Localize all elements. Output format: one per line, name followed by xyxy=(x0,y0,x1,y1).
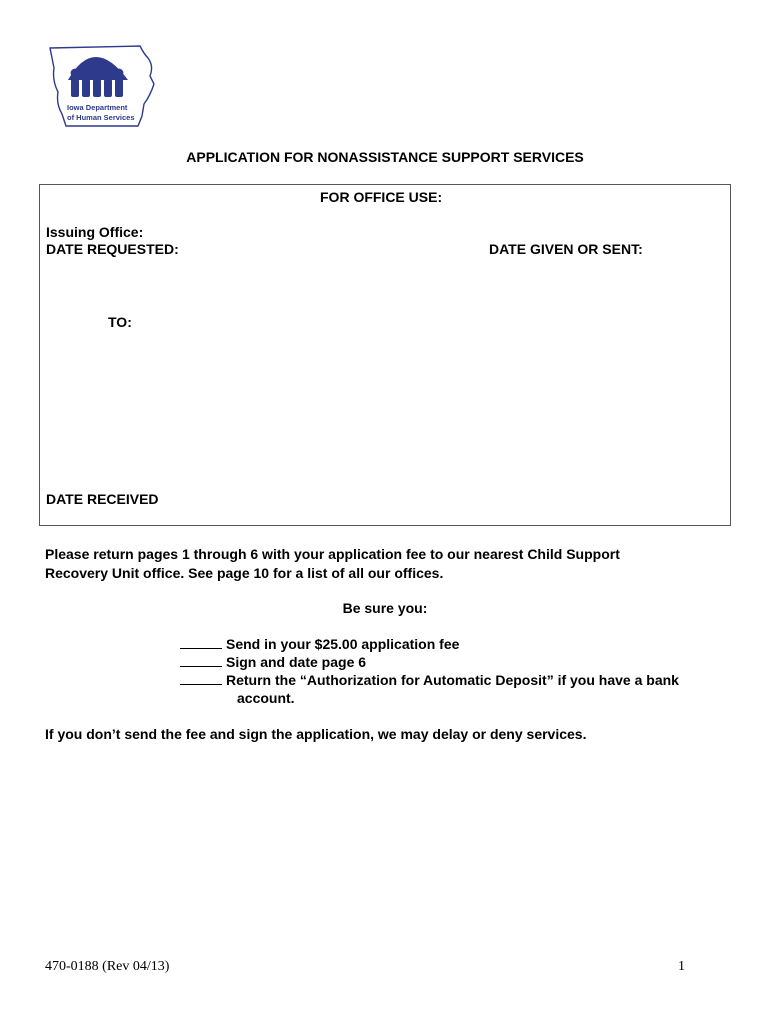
checklist xyxy=(180,635,679,707)
date-received-label: DATE RECEIVED xyxy=(46,491,159,507)
return-instructions xyxy=(45,545,620,583)
return-instructions-line2: Recovery Unit office. See page 10 for a list of all our offices. xyxy=(45,565,444,581)
date-requested-label: DATE REQUESTED: xyxy=(46,241,179,257)
checklist-text: Send in your $25.00 application fee xyxy=(226,636,460,652)
checklist-item-deposit xyxy=(180,671,679,689)
return-instructions-line1: Please return pages 1 through 6 with your application fee to our nearest Child Support xyxy=(45,546,620,562)
agency-name xyxy=(67,103,135,123)
checklist-blank xyxy=(180,653,222,667)
to-label: TO: xyxy=(108,314,132,330)
checklist-item-sign xyxy=(180,653,679,671)
checklist-item-fee xyxy=(180,635,679,653)
checklist-text: Return the “Authorization for Automatic Deposit” if you have a bank xyxy=(226,672,679,688)
checklist-text: Sign and date page 6 xyxy=(226,654,367,670)
be-sure-heading: Be sure you: xyxy=(342,600,428,616)
date-given-label: DATE GIVEN OR SENT: xyxy=(489,241,643,257)
form-number: 470-0188 (Rev 04/13) xyxy=(45,959,170,974)
checklist-blank xyxy=(180,635,222,649)
page-title: APPLICATION FOR NONASSISTANCE SUPPORT SERVICES xyxy=(186,149,584,165)
page-number: 1 xyxy=(678,959,685,974)
warning-text: If you don’t send the fee and sign the application, we may delay or deny services. xyxy=(45,726,587,742)
office-use-box xyxy=(39,184,731,526)
office-use-heading: FOR OFFICE USE: xyxy=(320,189,443,205)
agency-name-line2: of Human Services xyxy=(67,113,135,122)
agency-name-line1: Iowa Department xyxy=(67,103,128,112)
issuing-office-label: Issuing Office: xyxy=(46,224,144,240)
checklist-item-deposit-continued: account. xyxy=(237,690,295,706)
checklist-blank xyxy=(180,671,222,685)
